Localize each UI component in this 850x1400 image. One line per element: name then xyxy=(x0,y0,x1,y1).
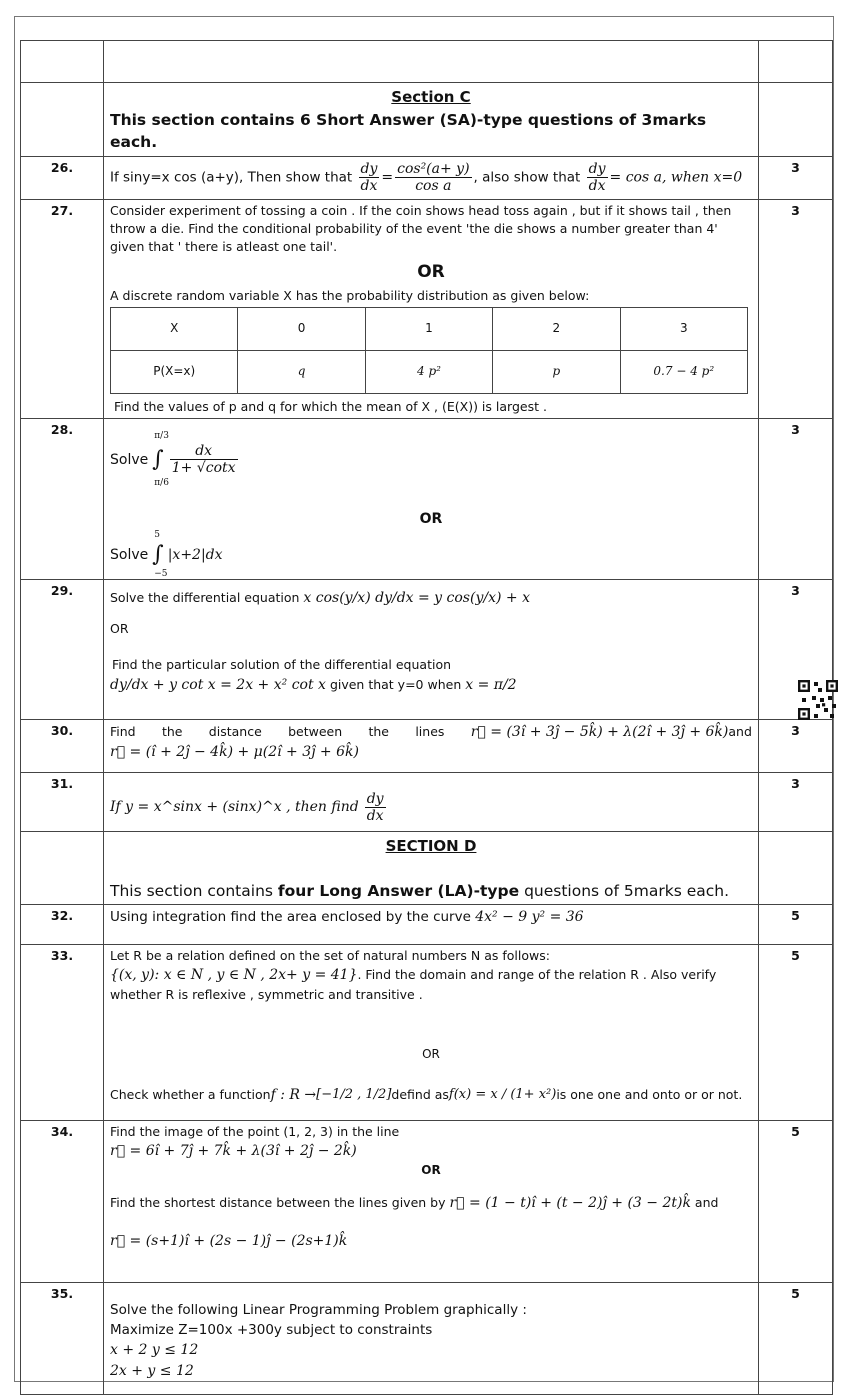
q33-set: {(x, y): x ∈ N , y ∈ N , 2x+ y = 41} xyxy=(110,967,358,984)
dist-header-cell: 2 xyxy=(493,307,620,350)
marks: 5 xyxy=(759,945,833,1121)
question-number: 34. xyxy=(21,1121,104,1283)
q28-solve-2: Solve xyxy=(110,547,149,564)
q30-line1: r⃗ = (3î + 3ĵ − 5k̂) + λ(2î + 3ĵ + 6k̂) xyxy=(470,723,729,740)
q30-and: and xyxy=(728,723,752,739)
integral-sign-icon: ∫ π/3 π/6 xyxy=(152,444,163,476)
q28-lower-limit-2: −5 xyxy=(154,569,168,580)
dist-cell: 4 p² xyxy=(365,350,492,393)
section-d-desc-a: This section contains xyxy=(110,881,278,900)
q33-func: f : R → xyxy=(270,1087,317,1104)
q32-eq: 4x² − 9 y² = 36 xyxy=(475,909,584,926)
q33-fx: f(x) = x / (1+ x²) xyxy=(448,1086,557,1102)
q33-text4: defind as xyxy=(391,1087,449,1103)
distribution-table xyxy=(110,307,748,394)
question-number: 30. xyxy=(21,719,104,772)
q30-word: Find xyxy=(110,724,136,740)
q26-lhs-num: dy xyxy=(360,160,378,177)
q29-eq2: dy/dx + y cot x = 2x + x² cot x xyxy=(110,676,326,693)
question-29 xyxy=(21,579,833,719)
q29-text1: Solve the differential equation xyxy=(110,589,304,605)
question-number: 32. xyxy=(21,905,104,945)
q31-num: dy xyxy=(366,790,384,807)
q30-word: between xyxy=(288,724,343,740)
marks: 5 xyxy=(759,1283,833,1395)
q26-lhs-den: dx xyxy=(360,177,378,194)
section-c-row xyxy=(21,83,833,157)
dist-header-cell: X xyxy=(111,307,238,350)
marks: 3 xyxy=(759,579,833,719)
q29-or: OR xyxy=(110,621,129,637)
question-table xyxy=(20,40,833,1395)
section-c-description: This section contains 6 Short Answer (SA)-type questions of 3marks each. xyxy=(110,110,707,152)
question-number: 29. xyxy=(21,579,104,719)
q33-text2: . Find the domain and range of the relation R . Also verify whether R is reflexive , symmetric and transitive . xyxy=(110,967,717,1002)
q28-upper-limit: π/3 xyxy=(154,431,169,441)
marks: 3 xyxy=(759,772,833,831)
question-number: 33. xyxy=(21,945,104,1121)
dist-header-cell: 0 xyxy=(238,307,365,350)
q29-given: given that y=0 when xyxy=(329,676,466,692)
marks: 3 xyxy=(759,199,833,418)
question-35 xyxy=(21,1283,833,1395)
q27-text2: A discrete random variable X has the probability distribution as given below: xyxy=(110,287,590,303)
q28-integrand: |x+2|dx xyxy=(167,547,223,564)
q30-word: distance xyxy=(208,724,262,740)
q29-text2: Find the particular solution of the differential equation xyxy=(112,657,452,673)
q35-text2: Maximize Z=100x +300y subject to constraints xyxy=(110,1321,433,1338)
q34-and: and xyxy=(690,1194,719,1210)
q26-text-a: If siny=x cos (a+y), Then show that xyxy=(110,169,357,186)
section-d-desc-b: four Long Answer (LA)-type xyxy=(277,881,520,900)
dist-cell: q xyxy=(238,350,365,393)
dist-cell: 0.7 − 4 p² xyxy=(620,350,747,393)
q35-text1: Solve the following Linear Programming Problem graphically : xyxy=(110,1302,527,1319)
q31-eq: If y = x^sinx + (sinx)^x , then find xyxy=(110,799,359,816)
dist-header-cell: 3 xyxy=(620,307,747,350)
marks: 3 xyxy=(759,719,833,772)
q34-l2: r⃗ = (s+1)î + (2s − 1)ĵ − (2s+1)k̂ xyxy=(110,1233,348,1250)
q30-word: lines xyxy=(415,724,445,740)
q28-num: dx xyxy=(170,443,238,460)
q33-text3: Check whether a function xyxy=(110,1087,271,1103)
marks: 3 xyxy=(759,156,833,199)
q34-text2: Find the shortest distance between the lines given by xyxy=(110,1194,450,1210)
q26-text-b: , also show that xyxy=(473,169,585,186)
q30-line2: r⃗ = (î + 2ĵ − 4k̂) + μ(2î + 3ĵ + 6k̂) xyxy=(110,744,359,761)
question-26: 26. If siny=x cos (a+y), Then show that $\frac{dy}{dx}$ = $\frac{\text{cos²(a+ y)}}{\text{cos a}}$ , also show that $\frac{dy}{dx}$ = cos a, when x=0 3 xyxy=(21,156,833,199)
marks: 5 xyxy=(759,905,833,945)
question-number: 31. xyxy=(21,772,104,831)
q27-text3: Find the values of p and q for which the mean of X , (E(X)) is largest . xyxy=(114,398,547,414)
question-28 xyxy=(21,418,833,579)
q28-den: 1+ √cotx xyxy=(171,460,236,477)
q35-c2: 2x + y ≤ 12 xyxy=(110,1362,194,1379)
q28-solve-1: Solve xyxy=(110,451,149,468)
q32-text: Using integration find the area enclosed by the curve xyxy=(110,909,476,926)
question-number: 26. xyxy=(21,156,104,199)
q26-rhs-num: cos²(a+ y) xyxy=(397,160,470,177)
q28-or: OR xyxy=(419,510,443,527)
q29-cond: x = π/2 xyxy=(465,676,517,693)
q29-eq1: x cos(y/x) dy/dx = y cos(y/x) + x xyxy=(303,589,530,606)
q28-upper-limit-2: 5 xyxy=(154,530,160,541)
question-number: 28. xyxy=(21,418,104,579)
q34-line: r⃗ = 6î + 7ĵ + 7k̂ + λ(3î + 2ĵ − 2k̂) xyxy=(110,1143,357,1160)
section-c-title: Section C xyxy=(391,88,471,106)
q34-l1: r⃗ = (1 − t)î + (t − 2)ĵ + (3 − 2t)k̂ xyxy=(449,1194,691,1211)
section-d-desc-c: questions of 5marks each. xyxy=(519,881,730,900)
q27-or: OR xyxy=(417,262,445,283)
q30-word: the xyxy=(368,724,389,740)
question-32 xyxy=(21,905,833,945)
question-number: 35. xyxy=(21,1283,104,1395)
dist-header-cell: 1 xyxy=(365,307,492,350)
section-d-row xyxy=(21,831,833,904)
question-30 xyxy=(21,719,833,772)
dist-cell: P(X=x) xyxy=(111,350,238,393)
question-27 xyxy=(21,199,833,418)
marks: 3 xyxy=(759,418,833,579)
dist-cell: p xyxy=(493,350,620,393)
question-33 xyxy=(21,945,833,1121)
q26-tail: = cos a, when x=0 xyxy=(609,169,743,186)
q31-den: dx xyxy=(366,808,384,825)
q26-rhs-den: cos a xyxy=(415,177,452,194)
question-31 xyxy=(21,772,833,831)
q27-text: Consider experiment of tossing a coin . If the coin shows head toss again , but if it shows tail , then throw a die. Find the conditional probability of the event 'the die shows a number greater than 4' given that ' there is atleast one tail'. xyxy=(110,202,732,254)
question-number: 27. xyxy=(21,199,104,418)
q35-c1: x + 2 y ≤ 12 xyxy=(110,1342,199,1359)
q33-text5: is one one and onto or or not. xyxy=(556,1087,743,1103)
q34-or: OR xyxy=(421,1162,441,1177)
q30-word: the xyxy=(161,724,183,740)
q34-text1: Find the image of the point (1, 2, 3) in the line xyxy=(110,1124,400,1140)
marks: 5 xyxy=(759,1121,833,1283)
q33-text1: Let R be a relation defined on the set of natural numbers N as follows: xyxy=(110,948,550,964)
qr-code-icon xyxy=(798,680,838,720)
integral-sign-icon: ∫ 5 −5 xyxy=(152,539,163,571)
question-34 xyxy=(21,1121,833,1283)
q28-lower-limit: π/6 xyxy=(154,477,169,488)
q33-interval: [−1/2 , 1/2] xyxy=(316,1086,392,1102)
empty-row xyxy=(21,41,833,83)
q33-or: OR xyxy=(422,1046,440,1061)
section-d-title: SECTION D xyxy=(385,836,477,855)
